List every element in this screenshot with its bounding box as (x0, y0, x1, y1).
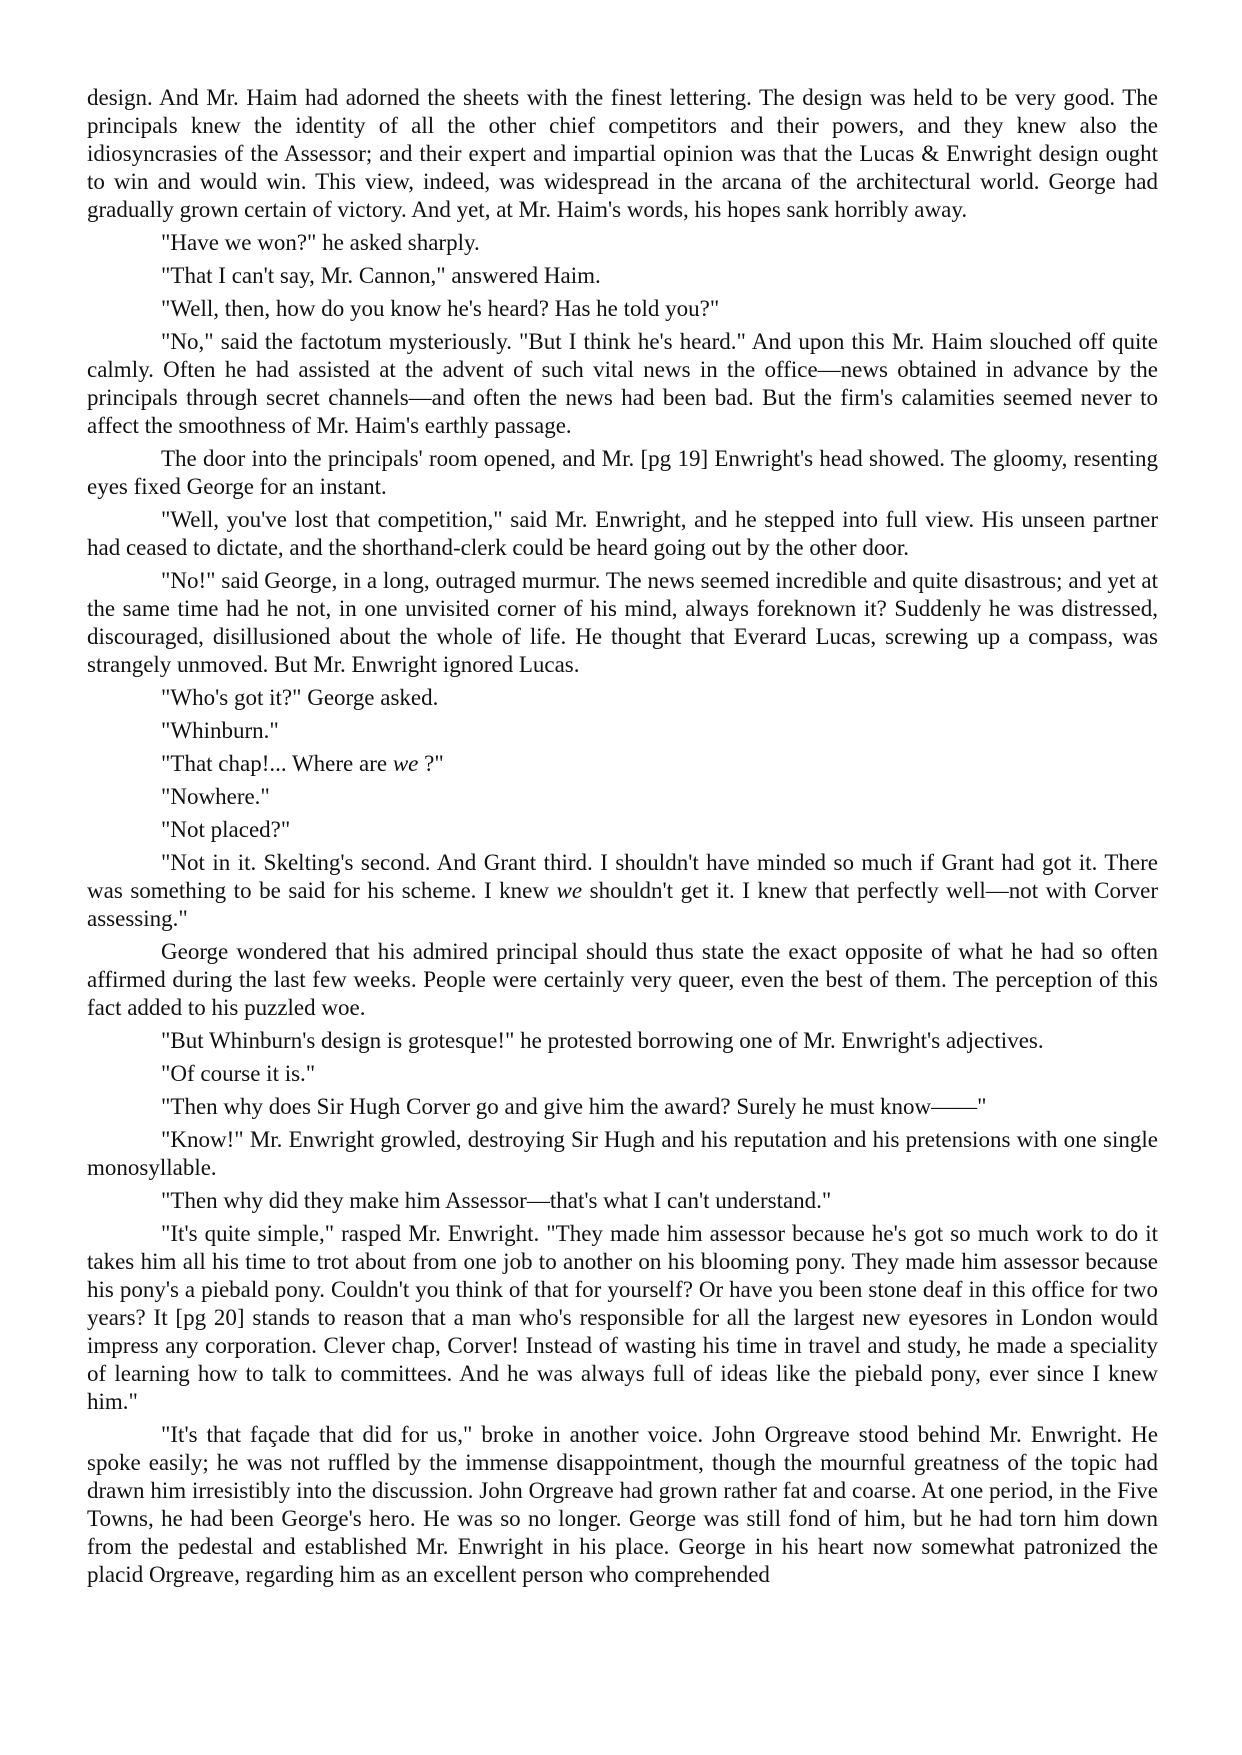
paragraph-text: "Then why did they make him Assessor—that's what I can't understand." (161, 1188, 832, 1213)
paragraph (87, 1421, 1158, 1589)
paragraph (87, 84, 1158, 224)
paragraph-text: "It's quite simple," rasped Mr. Enwright. "They made him assessor because he's got so much work to do it takes him all his time to trot about from one job to another on his blooming pony. They made him assessor because his pony's a piebald pony. Couldn't you think of that for yourself? Or have you been stone deaf in this office for two years? It [pg 20] stands to reason that a man who's responsible for all the largest new eyesores in London would impress any corporation. Clever chap, Corver! Instead of wasting his time in travel and study, he made a speciality of learning how to talk to committees. And he was always full of ideas like the piebald pony, ever since I knew him." (87, 1221, 1158, 1414)
paragraph (87, 684, 1158, 712)
paragraph (87, 262, 1158, 290)
paragraph-text: George wondered that his admired principal should thus state the exact opposite of what he had so often affirmed during the last few weeks. People were certainly very queer, even the best of them. The perception of this fact added to his puzzled woe. (87, 939, 1158, 1020)
paragraph (87, 783, 1158, 811)
paragraph (87, 1060, 1158, 1088)
paragraph (87, 816, 1158, 844)
paragraph (87, 849, 1158, 933)
emphasis-text: we (556, 878, 583, 903)
paragraph-text: "Not placed?" (161, 817, 291, 842)
paragraph (87, 1093, 1158, 1121)
paragraph (87, 328, 1158, 440)
paragraph (87, 938, 1158, 1022)
paragraph-text: "No!" said George, in a long, outraged murmur. The news seemed incredible and quite disastrous; and yet at the same time had he not, in one unvisited corner of his mind, always foreknown it? Suddenly he was distressed, discouraged, disillusioned about the whole of life. He thought that Everard Lucas, screwing up a compass, was strangely unmoved. But Mr. Enwright ignored Lucas. (87, 568, 1158, 677)
paragraph-text: "Know!" Mr. Enwright growled, destroying Sir Hugh and his reputation and his pretensions with one single monosyllable. (87, 1127, 1158, 1180)
paragraph-text: "Have we won?" he asked sharply. (161, 230, 480, 255)
paragraph (87, 567, 1158, 679)
paragraph (87, 1220, 1158, 1416)
paragraph-text: design. And Mr. Haim had adorned the sheets with the finest lettering. The design was held to be very good. The principals knew the identity of all the other chief competitors and their powers, and they knew also the idiosyncrasies of the Assessor; and their expert and impartial opinion was that the Lucas & Enwright design ought to win and would win. This view, indeed, was widespread in the arcana of the architectural world. George had gradually grown certain of victory. And yet, at Mr. Haim's words, his hopes sank horribly away. (87, 85, 1158, 222)
paragraph (87, 717, 1158, 745)
paragraph-text: shouldn't get it. I knew that perfectly well—not with Corver assessing." (87, 878, 1158, 931)
paragraph-text: "No," said the factotum mysteriously. "But I think he's heard." And upon this Mr. Haim slouched off quite calmly. Often he had assisted at the advent of such vital news in the office—news obtained in advance by the principals through secret channels—and often the news had been bad. But the firm's calamities seemed never to affect the smoothness of Mr. Haim's earthly passage. (87, 329, 1158, 438)
emphasis-text: we (392, 751, 419, 776)
paragraph-text: "That chap!... Where are (161, 751, 393, 776)
paragraph-text: "Well, you've lost that competition," said Mr. Enwright, and he stepped into full view. His unseen partner had ceased to dictate, and the shorthand-clerk could be heard going out by the other door. (87, 507, 1158, 560)
paragraph (87, 295, 1158, 323)
paragraph-text: "Then why does Sir Hugh Corver go and give him the award? Surely he must know——" (161, 1094, 987, 1119)
paragraph (87, 1126, 1158, 1182)
paragraph (87, 1187, 1158, 1215)
paragraph-text: "Not in it. Skelting's second. And Grant third. I shouldn't have minded so much if Grant had got it. There was something to be said for his scheme. I knew (87, 850, 1158, 903)
paragraph-text: "But Whinburn's design is grotesque!" he protested borrowing one of Mr. Enwright's adjectives. (161, 1028, 1044, 1053)
paragraph-text: ?" (418, 751, 444, 776)
paragraph-text: "It's that façade that did for us," broke in another voice. John Orgreave stood behind Mr. Enwright. He spoke easily; he was not ruffled by the immense disappointment, though the mournful greatness of the topic had drawn him irresistibly into the discussion. John Orgreave had grown rather fat and coarse. At one period, in the Five Towns, he had been George's hero. He was so no longer. George was still fond of him, but he had torn him down from the pedestal and established Mr. Enwright in his place. George in his heart now somewhat patronized the placid Orgreave, regarding him as an excellent person who comprehended (87, 1422, 1158, 1587)
paragraph-text: "Well, then, how do you know he's heard? Has he told you?" (161, 296, 720, 321)
paragraph-text: "That I can't say, Mr. Cannon," answered Haim. (161, 263, 601, 288)
paragraph (87, 750, 1158, 778)
paragraph-text: "Who's got it?" George asked. (161, 685, 439, 710)
paragraph-text: "Nowhere." (161, 784, 270, 809)
paragraph (87, 229, 1158, 257)
paragraph (87, 506, 1158, 562)
paragraph (87, 445, 1158, 501)
paragraph-text: The door into the principals' room opened, and Mr. [pg 19] Enwright's head showed. The gloomy, resenting eyes fixed George for an instant. (87, 446, 1158, 499)
paragraph-text: "Of course it is." (161, 1061, 316, 1086)
book-page (87, 84, 1158, 1594)
paragraph-text: "Whinburn." (161, 718, 279, 743)
paragraph (87, 1027, 1158, 1055)
